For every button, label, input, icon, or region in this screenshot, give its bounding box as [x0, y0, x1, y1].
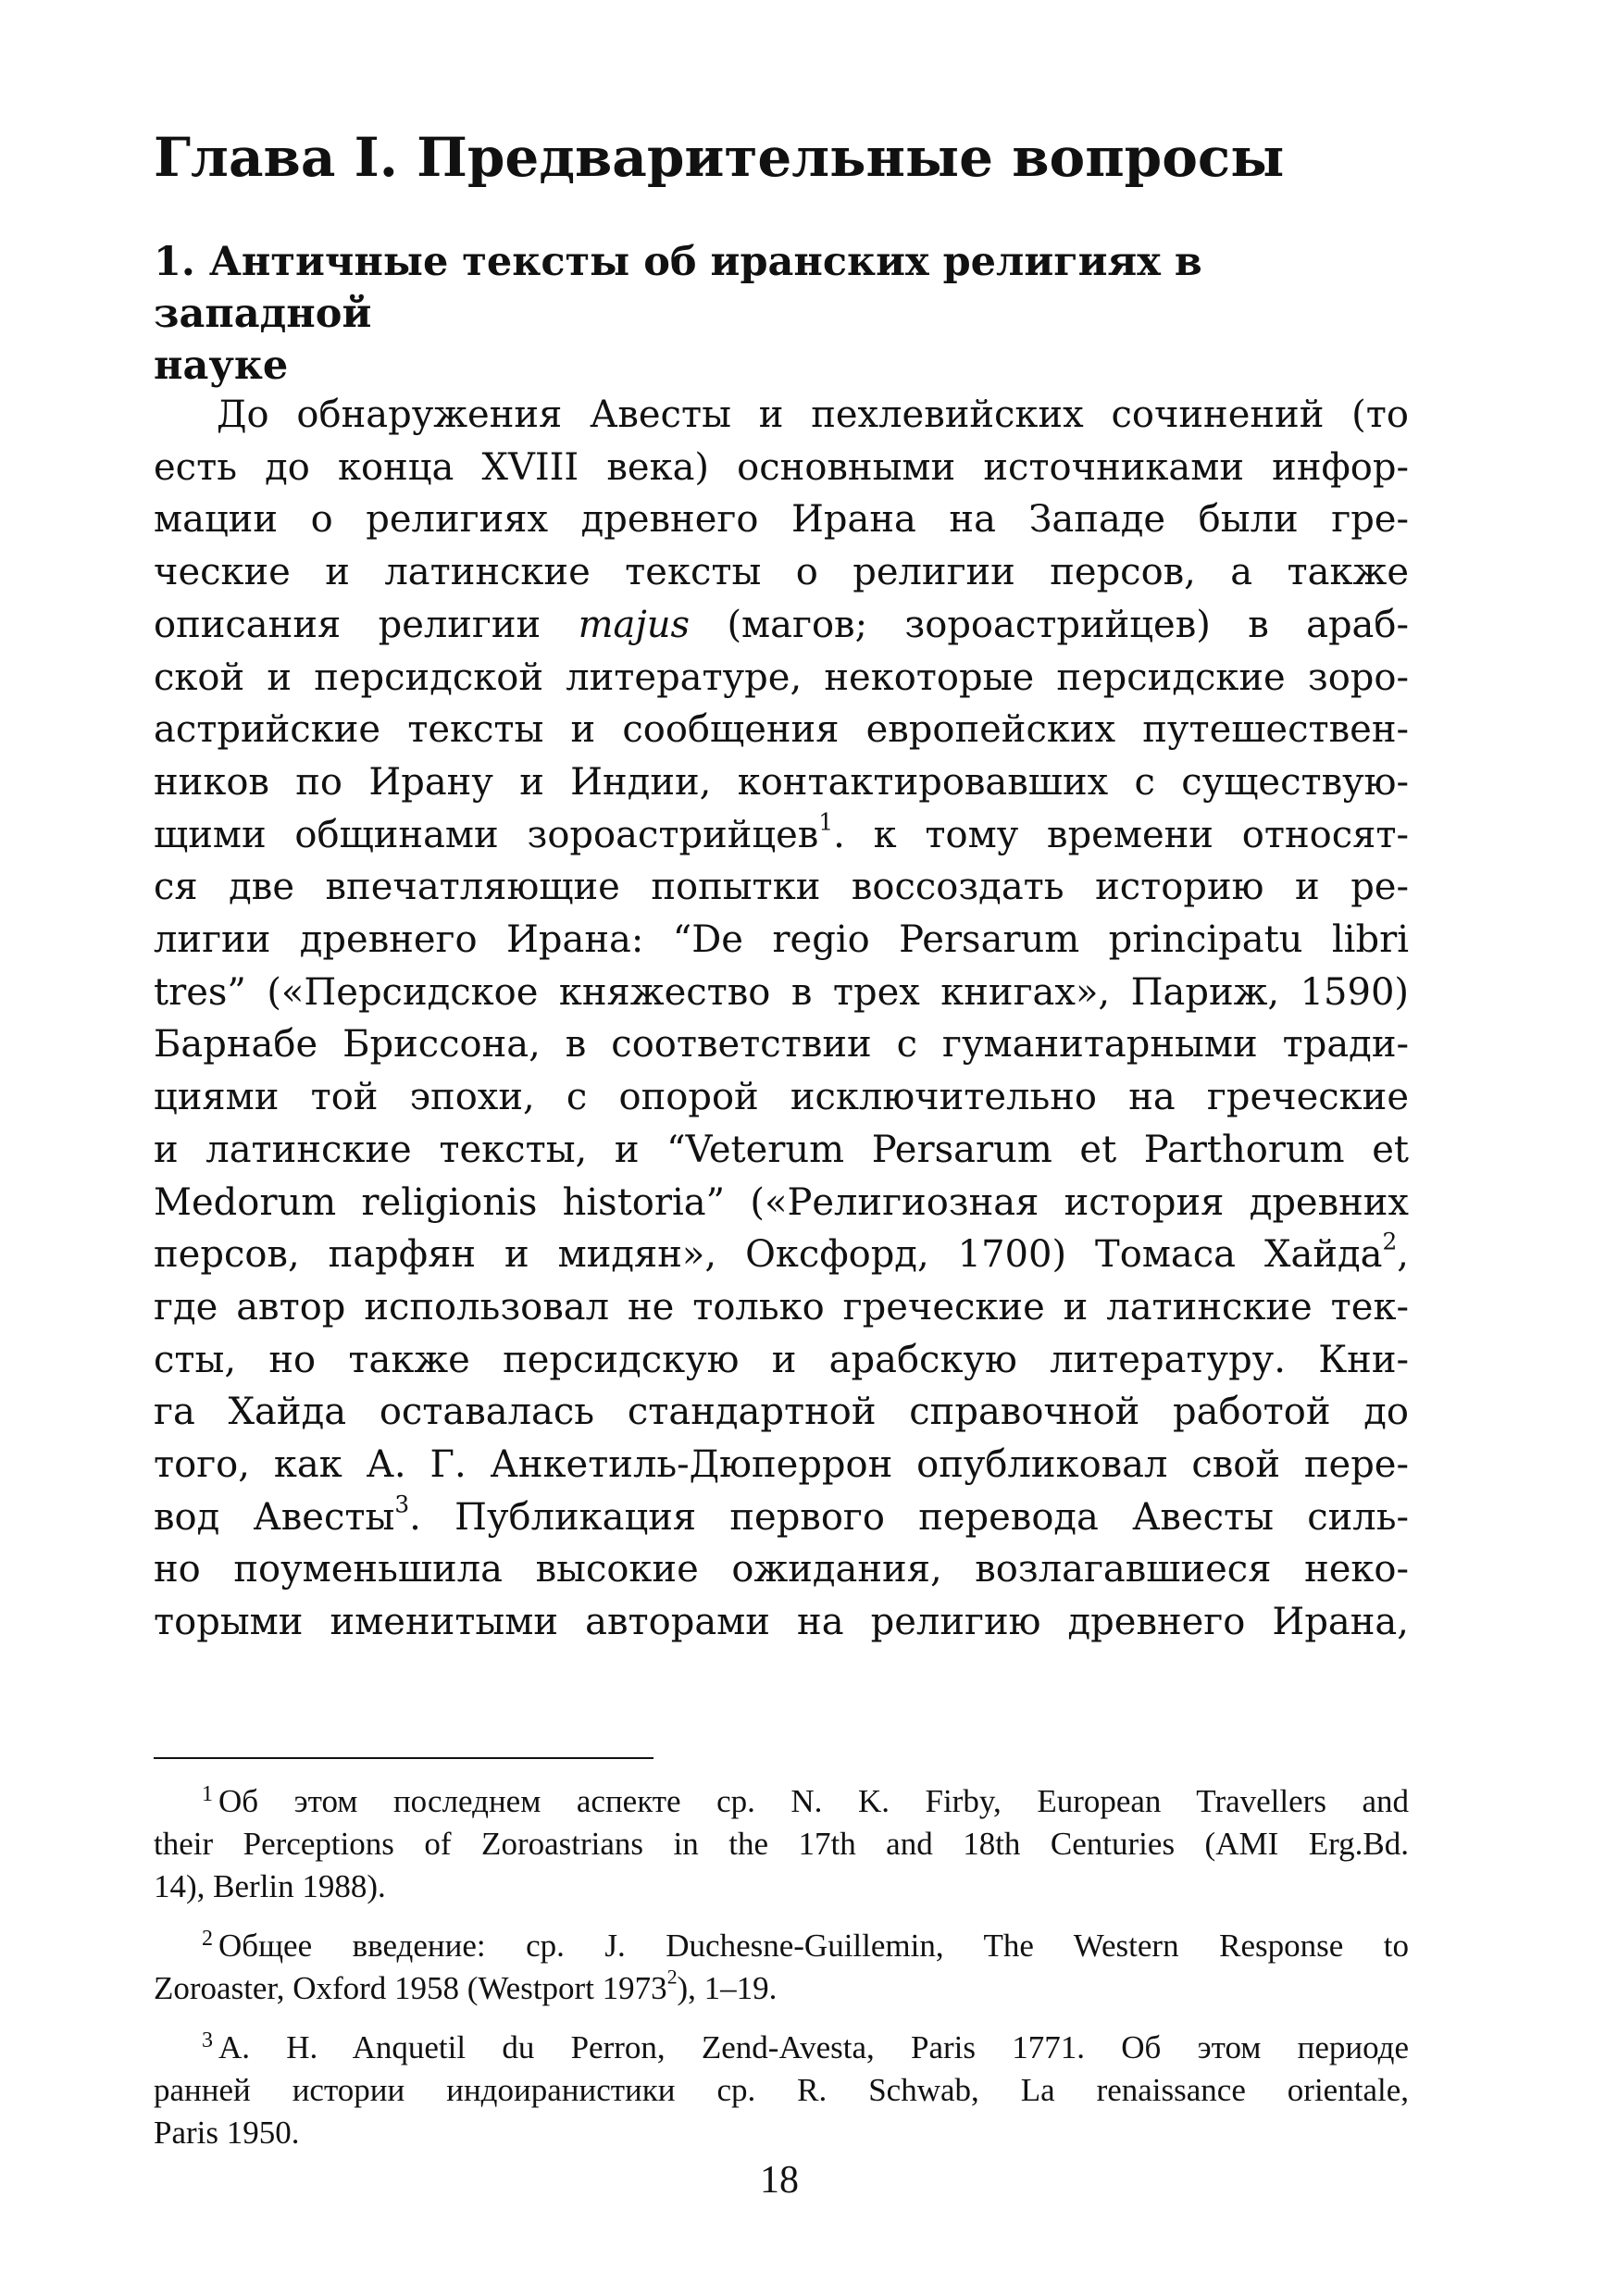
body-line: но поуменьшила высокие ожидания, возлагавшиеся неко- — [154, 1548, 1409, 1591]
body-text-run: вод Авесты — [154, 1495, 395, 1539]
footnote-separator — [154, 1757, 653, 1759]
footnote-line — [154, 1967, 1409, 2010]
section-title — [154, 236, 1409, 392]
body-line: ческие и латинские тексты о религии персов, а также — [154, 551, 1409, 594]
footnote-2 — [154, 1917, 1409, 2010]
chapter-title: Глава I. Предварительные вопросы — [154, 126, 1285, 189]
body-text-run: . Публикация первого перевода Авесты силь- — [409, 1495, 1410, 1539]
footnote-number: 3 — [202, 2028, 213, 2053]
body-line: Барнабе Бриссона, в соответствии с гуманитарными тради- — [154, 1023, 1409, 1067]
footnote-3 — [154, 2019, 1409, 2154]
footnote-text: ), 1–19. — [677, 1970, 778, 2006]
body-line — [154, 599, 1409, 652]
footnote-line — [154, 1917, 1409, 1967]
footnote-text: Об этом последнем аспекте ср. N. K. Firby, European Travellers and — [218, 1783, 1409, 1819]
footnote-line: their Perceptions of Zoroastrians in the 17th and 18th Centuries (AMI Erg.Bd. — [154, 1826, 1409, 1862]
body-line: ской и персидской литературе, некоторые персидские зоро- — [154, 655, 1409, 699]
footnote-text: A. H. Anquetil du Perron, Zend-Avesta, Paris 1771. Об этом периоде — [218, 2029, 1409, 2065]
body-line: ся две впечатляющие попытки воссоздать историю и ре- — [154, 866, 1409, 909]
footnote-line: 14), Berlin 1988). — [154, 1868, 386, 1904]
body-line — [154, 1491, 1409, 1544]
body-line: и латинские тексты, и “Veterum Persarum et Parthorum et — [154, 1128, 1409, 1171]
body-line: сты, но также персидскую и арабскую литературу. Кни- — [154, 1338, 1409, 1381]
body-line: торыми именитыми авторами на религию древнего Ирана, — [154, 1601, 1409, 1644]
body-text-run: щими общинами зороастрийцев — [154, 813, 819, 856]
body-text-run: , — [1397, 1233, 1409, 1277]
footnotes — [154, 1773, 1409, 2164]
body-text-run: . к тому времени относят- — [833, 813, 1409, 856]
body-line: Medorum religionis historia” («Религиозная история древних — [154, 1180, 1409, 1224]
body-line: мации о религиях древнего Ирана на Западе были гре- — [154, 498, 1409, 542]
body-line — [154, 809, 1409, 862]
body-text-run: описания религии — [154, 603, 579, 646]
body-line: tres” («Персидское княжество в трех книгах», Париж, 1590) — [154, 970, 1409, 1014]
body-line: циями той эпохи, с опорой исключительно на греческие — [154, 1076, 1409, 1119]
footnote-1 — [154, 1773, 1409, 1908]
footnote-number: 1 — [202, 1782, 213, 1806]
italic-term: majus — [578, 603, 691, 646]
footnote-line: Paris 1950. — [154, 2115, 300, 2151]
footnote-number: 2 — [202, 1927, 213, 1951]
body-line: ников по Ирану и Индии, контактировавших с существую- — [154, 760, 1409, 804]
body-text-run: персов, парфян и мидян», Оксфорд, 1700) Томаса Хайда — [154, 1233, 1383, 1277]
page-number: 18 — [760, 2159, 799, 2202]
footnote-ref-1[interactable]: 1 — [818, 808, 834, 836]
section-title-line-2: науке — [154, 343, 289, 389]
body-paragraph — [154, 389, 1409, 1649]
body-line: До обнаружения Авесты и пехлевийских сочинений (то — [217, 393, 1409, 436]
body-line: того, как А. Г. Анкетиль-Дюперрон опубликовал свой пере- — [154, 1443, 1409, 1487]
footnote-text: Общее введение: ср. J. Duchesne-Guillemin, The Western Response to — [218, 1928, 1409, 1964]
footnote-ref-3[interactable]: 3 — [394, 1491, 410, 1518]
footnote-text: Zoroaster, Oxford 1958 (Westport 1973 — [154, 1970, 667, 2006]
body-line — [154, 1229, 1409, 1281]
footnote-line — [154, 2019, 1409, 2069]
body-line: есть до конца XVIII века) основными источниками инфор- — [154, 445, 1409, 489]
edition-superscript: 2 — [666, 1965, 678, 1989]
footnote-ref-2[interactable]: 2 — [1382, 1228, 1398, 1255]
body-text-run: (магов; зороастрийцев) в араб- — [690, 603, 1409, 646]
footnote-line — [154, 1773, 1409, 1823]
body-line: астрийские тексты и сообщения европейских путешествен- — [154, 708, 1409, 752]
body-line: га Хайда оставалась стандартной справочной работой до — [154, 1391, 1409, 1434]
footnote-line: ранней истории индоиранистики ср. R. Schwab, La renaissance orientale, — [154, 2072, 1409, 2108]
body-line: где автор использовал не только греческие и латинские тек- — [154, 1285, 1409, 1329]
section-title-line-1: 1. Античные тексты об иранских религиях в западной — [154, 239, 1202, 337]
body-line: лигии древнего Ирана: “De regio Persarum principatu libri — [154, 918, 1409, 962]
